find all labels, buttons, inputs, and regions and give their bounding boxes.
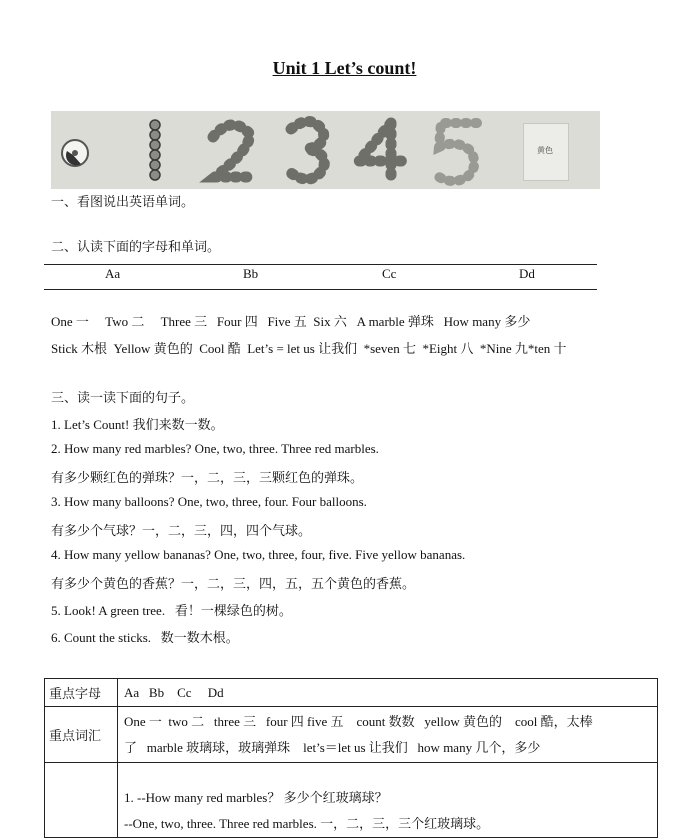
row-head-sentences (45, 763, 118, 838)
color-card-label: 黄色 (537, 146, 553, 155)
sentence-2: 2. How many red marbles? One, two, three. Three red marbles. (51, 441, 379, 456)
row-body-sentences (118, 763, 658, 838)
sentence-6: 6. Count the sticks. 数一数木根。 (51, 630, 239, 645)
letters-top-rule (44, 264, 597, 265)
page-title: Unit 1 Let’s count! (272, 58, 417, 78)
vocab-cell-line-2: 了 marble 玻璃球，玻璃弹珠 let’s＝let us 让我们 how many 几个，多少 (124, 739, 541, 755)
row-head-letters: 重点字母 (45, 679, 118, 707)
sentence-1: 1. Let’s Count! 我们来数一数。 (51, 417, 224, 432)
vocab-cell-line-1: One 一 two 二 three 三 four 四 five 五 count 数数 yellow 黄色的 cool 酷，太棒 (124, 713, 593, 729)
table-row (45, 679, 658, 707)
number-2-beads (191, 111, 273, 189)
number-4-beads (345, 111, 417, 189)
sentence-cell-line-2: --One, two, three. Three red marbles. 一，二，三，三个红玻璃球。 (124, 816, 490, 831)
ladybug-icon (51, 111, 119, 189)
row-body-letters: Aa Bb Cc Dd (118, 679, 658, 707)
number-5-beads (417, 111, 497, 189)
table-row (45, 707, 658, 763)
sentence-3: 3. How many balloons? One, two, three, four. Four balloons. (51, 494, 367, 509)
sentence-4: 4. How many yellow bananas? One, two, three, four, five. Five yellow bananas. (51, 547, 466, 562)
sentence-4-translation: 有多少个黄色的香蕉？一，二，三，四，五，五个黄色的香蕉。 (51, 576, 416, 591)
sentence-3-translation: 有多少个气球？一，二，三，四，四个气球。 (51, 523, 312, 538)
row-body-vocab (118, 707, 658, 763)
sentence-5: 5. Look! A green tree. 看！一棵绿色的树。 (51, 603, 292, 618)
letter-cc: Cc (382, 266, 397, 281)
vocab-line-2: Stick 木根 Yellow 黄色的 Cool 酷 Let’s = let us 让我们 *seven 七 *Eight 八 *Nine 九*ten 十 (51, 341, 567, 356)
letters-bottom-rule (44, 289, 597, 290)
sentence-cell-line-1: 1. --How many red marbles？ 多少个红玻璃球？ (124, 790, 388, 805)
number-picture-strip (51, 111, 600, 189)
number-1-beads (119, 111, 191, 189)
color-card (497, 111, 577, 189)
sentence-2-translation: 有多少颗红色的弹珠？一，二，三，三颗红色的弹珠。 (51, 470, 364, 485)
letter-aa: Aa (105, 266, 121, 281)
vocab-line-1: One 一 Two 二 Three 三 Four 四 Five 五 Six 六 A marble 弹珠 How many 多少 (51, 314, 531, 329)
number-3-beads (273, 111, 345, 189)
letter-dd: Dd (519, 266, 535, 281)
section-1-heading: 一、看图说出英语单词。 (51, 194, 195, 209)
key-points-table (44, 678, 658, 838)
letter-bb: Bb (243, 266, 259, 281)
section-3-heading: 三、读一读下面的句子。 (51, 390, 195, 405)
section-2-heading: 二、认读下面的字母和单词。 (51, 239, 221, 254)
table-row (45, 763, 658, 838)
row-head-vocab: 重点词汇 (45, 707, 118, 763)
